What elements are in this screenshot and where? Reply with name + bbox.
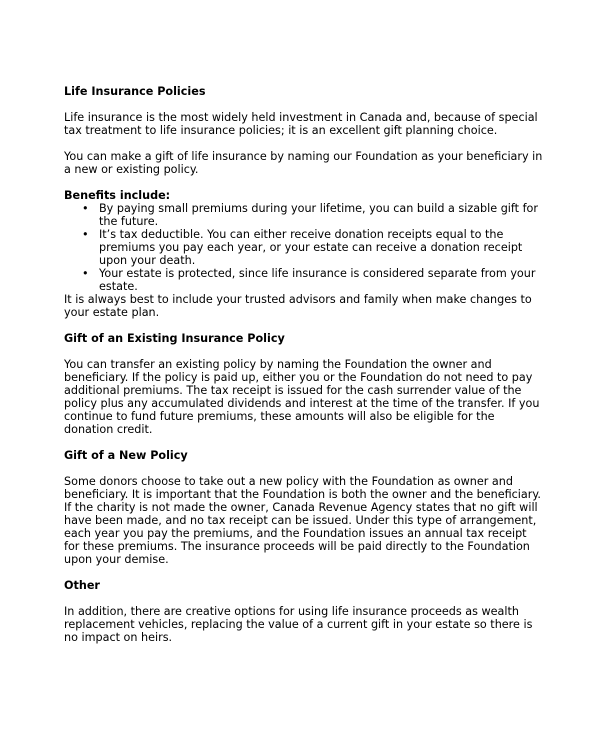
list-item [64, 202, 544, 228]
benefits-heading: Benefits include: [64, 189, 171, 202]
bullet-icon: • [82, 267, 89, 280]
gift-paragraph: You can make a gift of life insurance by naming our Foundation as your beneficiary in a new or existing policy. [64, 150, 543, 176]
new-policy-paragraph: Some donors choose to take out a new policy with the Foundation as owner and beneficiary. It is important that the Foundation is both the owner and the beneficiary. If the charity is not made the owner, Canada Revenue Agency states that no gift will have been made, and no tax receipt can be issued. Under this type of arrangement, each year you pay the premiums, and the Foundation issues an annual tax receipt for these premiums. The insurance proceeds will be paid directly to the Foundation upon your demise. [64, 475, 541, 566]
section-title-life-insurance: Life Insurance Policies [64, 85, 206, 98]
document-page [64, 85, 544, 644]
section-title-existing-policy: Gift of an Existing Insurance Policy [64, 332, 285, 345]
list-item [64, 267, 544, 293]
list-item [64, 228, 544, 267]
list-item-text: Your estate is protected, since life insurance is considered separate from your estate. [99, 267, 536, 293]
intro-paragraph: Life insurance is the most widely held investment in Canada and, because of special tax treatment to life insurance policies; it is an excellent gift planning choice. [64, 111, 538, 137]
list-item-text: It’s tax deductible. You can either receive donation receipts equal to the premiums you pay each year, or your estate can receive a donation receipt upon your death. [99, 228, 523, 267]
section-title-new-policy: Gift of a New Policy [64, 449, 188, 462]
existing-policy-paragraph: You can transfer an existing policy by naming the Foundation the owner and beneficiary. If the policy is paid up, either you or the Foundation do not need to pay additional premiums. The tax receipt is issued for the cash surrender value of the policy plus any accumulated dividends and interest at the time of the transfer. If you continue to fund future premiums, these amounts will also be eligible for the donation credit. [64, 358, 540, 436]
other-paragraph: In addition, there are creative options for using life insurance proceeds as wealth replacement vehicles, replacing the value of a current gift in your estate so there is no impact on heirs. [64, 605, 533, 644]
section-title-other: Other [64, 579, 100, 592]
advisors-paragraph: It is always best to include your trusted advisors and family when make changes to your estate plan. [64, 293, 532, 319]
list-item-text: By paying small premiums during your lifetime, you can build a sizable gift for the future. [99, 202, 538, 228]
bullet-icon: • [82, 228, 89, 241]
bullet-icon: • [82, 202, 89, 215]
benefits-list [64, 202, 544, 293]
